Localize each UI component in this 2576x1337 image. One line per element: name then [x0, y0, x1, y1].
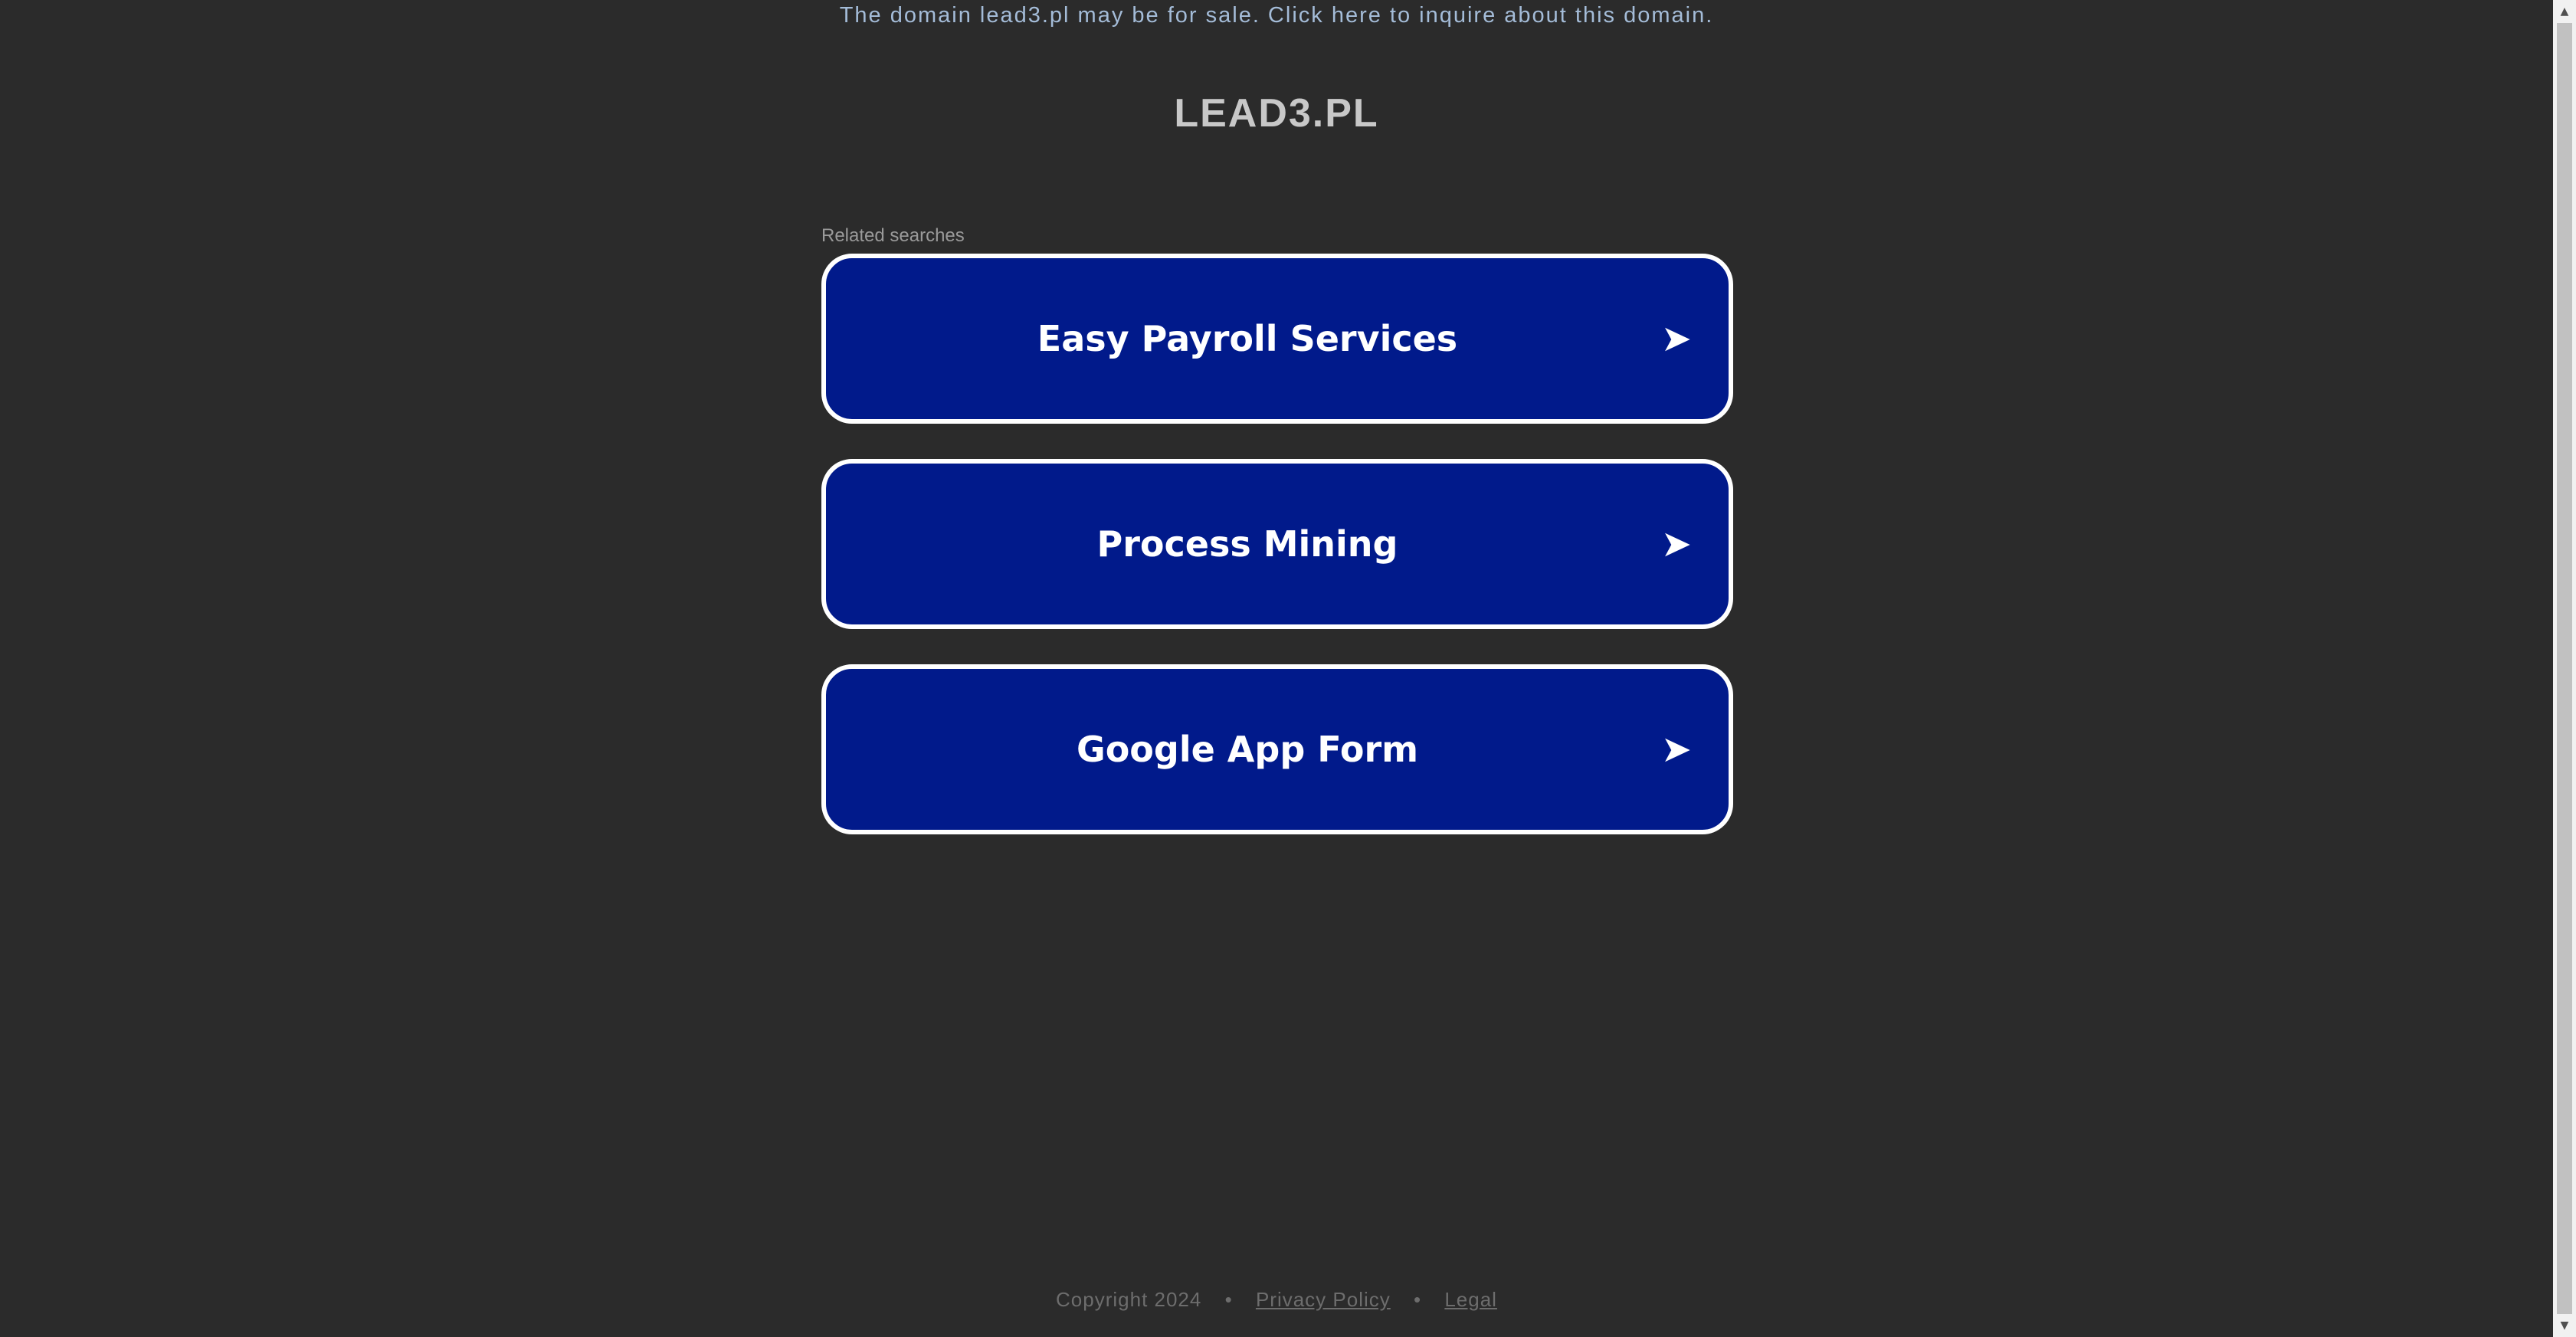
- scroll-up-icon[interactable]: ▲: [2560, 5, 2569, 18]
- arrow-right-icon: ➤: [1660, 317, 1692, 360]
- footer-separator: •: [1224, 1288, 1233, 1311]
- footer-separator: •: [1414, 1288, 1422, 1311]
- search-button-label: Process Mining: [1096, 523, 1398, 565]
- scroll-down-icon[interactable]: ▼: [2560, 1319, 2569, 1332]
- arrow-right-icon: ➤: [1660, 523, 1692, 565]
- privacy-policy-link[interactable]: Privacy Policy: [1255, 1288, 1391, 1311]
- site-title: LEAD3.PL: [1174, 91, 1379, 136]
- arrow-right-icon: ➤: [1660, 728, 1692, 771]
- search-button-google-app-form[interactable]: [821, 664, 1733, 834]
- domain-sale-banner[interactable]: The domain lead3.pl may be for sale. Click here to inquire about this domain.: [839, 3, 1714, 28]
- search-button-label: Google App Form: [1076, 729, 1419, 770]
- vertical-scrollbar[interactable]: [2553, 0, 2576, 1337]
- search-button-label: Easy Payroll Services: [1037, 318, 1458, 359]
- scrollbar-thumb[interactable]: [2557, 23, 2572, 1314]
- legal-link[interactable]: Legal: [1444, 1288, 1497, 1311]
- search-button-process-mining[interactable]: [821, 459, 1733, 629]
- copyright-text: Copyright 2024: [1056, 1288, 1202, 1311]
- footer: [0, 1284, 2553, 1315]
- related-searches-heading: Related searches: [821, 225, 965, 246]
- search-button-easy-payroll-services[interactable]: [821, 254, 1733, 424]
